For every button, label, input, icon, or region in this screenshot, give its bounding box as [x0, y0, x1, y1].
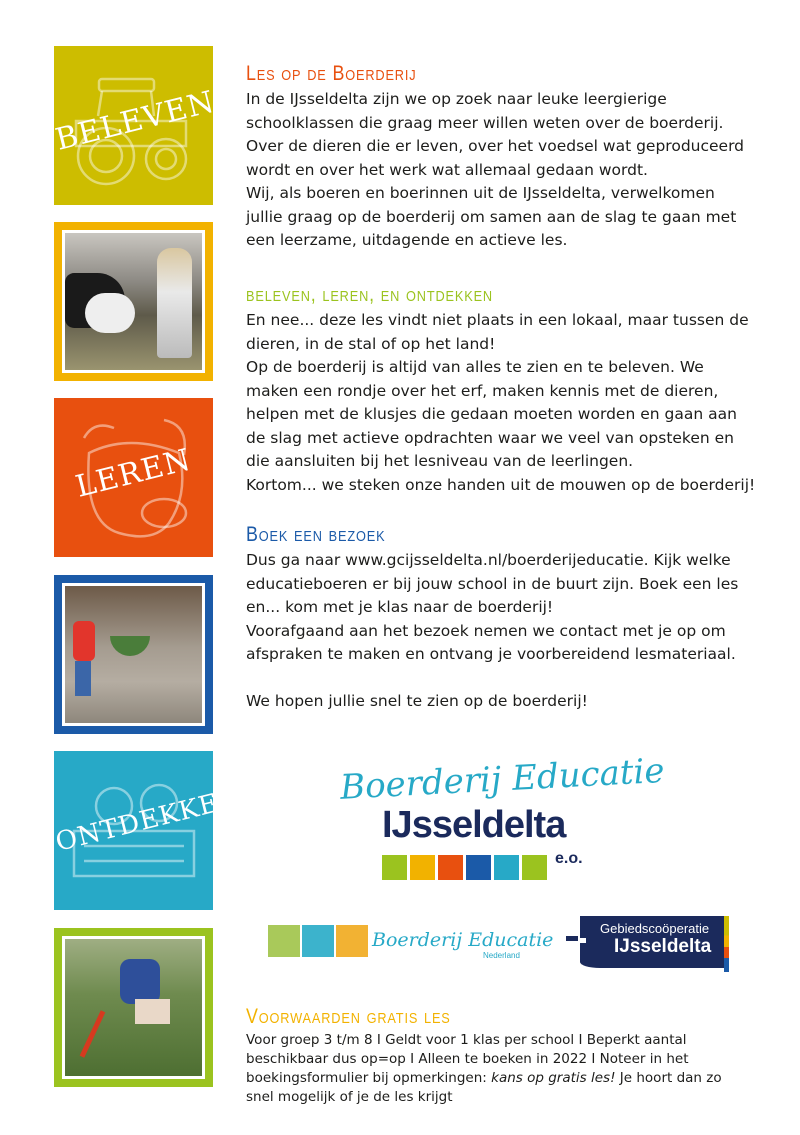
paragraph: [246, 667, 756, 691]
tile-leren: [54, 398, 213, 557]
conditions-tail: Je hoort dan zo snel mogelijk of je de les krijgt: [246, 1070, 722, 1105]
photo-tile: [54, 222, 213, 381]
paragraph: In de IJsseldelta zijn we op zoek naar leuke leergierige schoolklassen die graag meer willen weten over de boerderij. Over de dieren die er leven, over het voedsel wat geproduceerd wordt en over het werk wat allemaal gedaan wordt.: [246, 90, 745, 179]
section-beleven-leren-ontdekken: [246, 283, 756, 497]
logo-name: IJsseldelta: [382, 804, 566, 846]
animal-block-icon: [438, 855, 463, 880]
logo-color-blocks: [382, 855, 547, 880]
logo-boerderij-educatie-nederland: [268, 925, 554, 960]
section-boek-een-bezoek: [246, 523, 756, 714]
animal-block-icon: [494, 855, 519, 880]
paragraph: En nee... deze les vindt niet plaats in een lokaal, maar tussen de dieren, in de stal of op het land!: [246, 311, 749, 353]
paragraph: Wij, als boeren en boerinnen uit de IJsseldelta, verwelkomen jullie graag op de boerderij om samen aan de slag te gaan met een leerzame, uitdagende en actieve les.: [246, 184, 737, 249]
logo-boerderij-educatie-ijsseldelta: [339, 750, 666, 890]
paragraph: Kortom... we steken onze handen uit de mouwen op de boerderij!: [246, 475, 756, 494]
tile-word: ONTDEKKEN: [52, 782, 246, 858]
farm-block-icon: [336, 925, 368, 957]
section-les-op-de-boerderij: [246, 62, 756, 253]
section-title: beleven, leren, en ontdekken: [246, 283, 493, 306]
logo-suffix: e.o.: [555, 850, 583, 867]
tile-word: BELEVEN: [52, 84, 219, 158]
logo-top: Gebiedscoöperatie: [600, 921, 710, 936]
section-title: Les op de Boerderij: [246, 62, 417, 85]
conditions-main: Voor groep 3 t/m 8 I Geldt voor 1 klas per school I Beperkt aantal beschikbaar dus op=op I Alleen te boeken in 2022 I Noteer in het boekingsformulier bij opmerkingen:: [246, 1032, 689, 1086]
logo-sub: Nederland: [483, 951, 520, 960]
tile-beleven: [52, 46, 219, 205]
section-title: Voorwaarden gratis les: [246, 1005, 451, 1028]
animal-block-icon: [410, 855, 435, 880]
conditions-text: [246, 1031, 746, 1107]
farm-block-icon: [302, 925, 334, 957]
section-voorwaarden: [246, 1005, 746, 1107]
animal-block-icon: [466, 855, 491, 880]
logo-gebiedscooperatie-ijsseldelta: [566, 916, 731, 972]
tile-word: LEREN: [72, 442, 195, 505]
paragraph: Voorafgaand aan het bezoek nemen we contact met je op om afspraken te maken en ontvang je voorbereidend lesmateriaal.: [246, 621, 736, 663]
logo-script: Boerderij Educatie: [339, 750, 666, 808]
photo-girl-in-field: [65, 939, 202, 1076]
farm-block-icon: [268, 925, 300, 957]
photo-boy-sweeping-stable: [65, 586, 202, 723]
photo-girl-feeding-cow: [65, 233, 202, 370]
tile-ontdekken: [52, 751, 246, 910]
logo-script: Boerderij Educatie: [372, 929, 554, 951]
paragraph: Dus ga naar www.gcijsseldelta.nl/boerderijeducatie. Kijk welke educatieboeren er bij jouw school in de buurt zijn. Boek een les en... kom met je klas naar de boerderij!: [246, 551, 739, 616]
paragraph: We hopen jullie snel te zien op de boerderij!: [246, 692, 588, 710]
animal-block-icon: [522, 855, 547, 880]
conditions-italic: kans op gratis les!: [491, 1070, 616, 1086]
logo-name: IJsseldelta: [614, 936, 712, 957]
photo-tile: [54, 575, 213, 734]
animal-block-icon: [382, 855, 407, 880]
section-title: Boek een bezoek: [246, 523, 386, 546]
photo-tile: [54, 928, 213, 1087]
paragraph: Op de boerderij is altijd van alles te zien en te beleven. We maken een rondje over het erf, maken kennis met de dieren, helpen met de klusjes die gedaan moeten worden en gaan aan de slag met actieve opdrachten waar we veel van opsteken en die aansluiten bij het lesniveau van de leerlingen.: [246, 358, 737, 470]
